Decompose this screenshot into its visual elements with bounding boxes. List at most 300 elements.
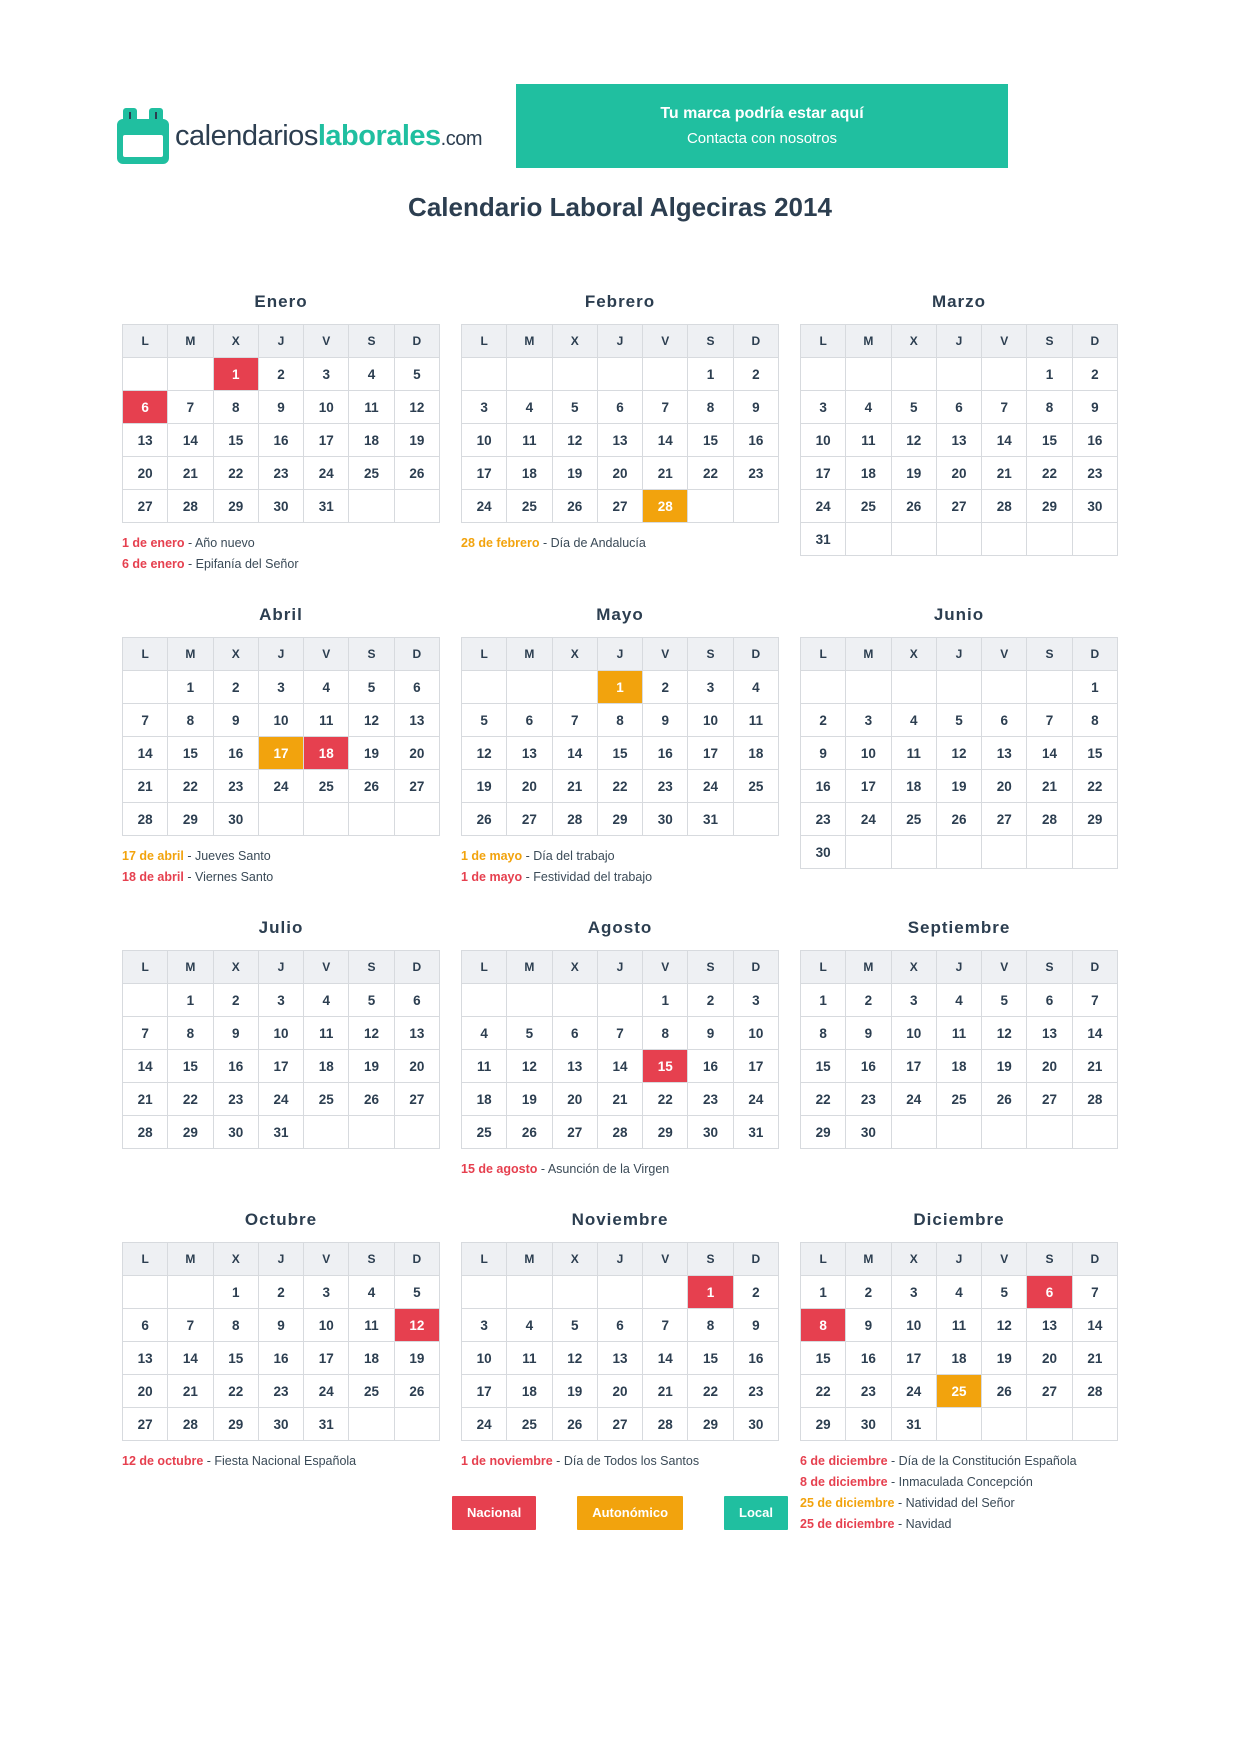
day-cell: 14 bbox=[168, 424, 213, 457]
day-cell: 13 bbox=[507, 737, 552, 770]
weekday-header: L bbox=[123, 951, 168, 984]
day-cell: 12 bbox=[982, 1309, 1027, 1342]
day-cell: 30 bbox=[846, 1408, 891, 1441]
day-cell: 21 bbox=[123, 770, 168, 803]
weekday-header: J bbox=[936, 638, 981, 671]
day-cell: 4 bbox=[733, 671, 778, 704]
day-cell: 5 bbox=[349, 984, 394, 1017]
day-cell: 17 bbox=[846, 770, 891, 803]
note-separator: - bbox=[894, 1496, 906, 1510]
day-cell: 15 bbox=[801, 1342, 846, 1375]
day-cell: 31 bbox=[688, 803, 733, 836]
day-cell bbox=[1072, 836, 1117, 869]
day-cell: 15 bbox=[1027, 424, 1072, 457]
month-julio bbox=[122, 916, 440, 1149]
day-cell: 29 bbox=[597, 803, 642, 836]
day-cell: 18 bbox=[304, 737, 349, 770]
site-logo[interactable] bbox=[117, 108, 482, 164]
day-cell: 10 bbox=[462, 424, 507, 457]
day-cell: 5 bbox=[394, 358, 439, 391]
day-cell: 7 bbox=[1072, 984, 1117, 1017]
day-cell: 21 bbox=[552, 770, 597, 803]
day-cell: 23 bbox=[688, 1083, 733, 1116]
day-cell: 26 bbox=[982, 1375, 1027, 1408]
day-cell: 21 bbox=[643, 1375, 688, 1408]
weekday-header: X bbox=[552, 951, 597, 984]
day-cell: 2 bbox=[643, 671, 688, 704]
day-cell: 1 bbox=[168, 984, 213, 1017]
day-cell bbox=[462, 984, 507, 1017]
day-cell: 24 bbox=[846, 803, 891, 836]
day-cell: 7 bbox=[168, 391, 213, 424]
day-cell: 27 bbox=[394, 1083, 439, 1116]
month-title: Marzo bbox=[931, 292, 987, 311]
holiday-note bbox=[122, 846, 440, 867]
holiday-note-date: 8 de diciembre bbox=[800, 1475, 888, 1489]
day-cell: 12 bbox=[891, 424, 936, 457]
holiday-note-text: Día de Andalucía bbox=[550, 536, 646, 550]
day-cell: 21 bbox=[123, 1083, 168, 1116]
day-cell bbox=[168, 1276, 213, 1309]
weekday-header: D bbox=[1072, 951, 1117, 984]
day-cell: 29 bbox=[801, 1116, 846, 1149]
day-cell: 22 bbox=[597, 770, 642, 803]
day-cell: 3 bbox=[258, 671, 303, 704]
month-title: Noviembre bbox=[571, 1210, 669, 1229]
day-cell: 5 bbox=[462, 704, 507, 737]
day-cell: 14 bbox=[1072, 1309, 1117, 1342]
weekday-header: L bbox=[123, 1243, 168, 1276]
holiday-note-date: 1 de enero bbox=[122, 536, 185, 550]
day-cell: 27 bbox=[597, 1408, 642, 1441]
day-cell bbox=[168, 358, 213, 391]
day-cell: 16 bbox=[846, 1050, 891, 1083]
day-cell: 7 bbox=[1027, 704, 1072, 737]
day-cell: 1 bbox=[1027, 358, 1072, 391]
ad-banner[interactable] bbox=[516, 84, 1008, 168]
day-cell bbox=[123, 984, 168, 1017]
day-cell: 3 bbox=[258, 984, 303, 1017]
day-cell: 8 bbox=[213, 1309, 258, 1342]
day-cell: 20 bbox=[1027, 1342, 1072, 1375]
day-cell: 16 bbox=[213, 1050, 258, 1083]
day-cell: 27 bbox=[507, 803, 552, 836]
holiday-note-text: Navidad bbox=[905, 1517, 952, 1531]
day-cell: 26 bbox=[936, 803, 981, 836]
day-cell: 12 bbox=[394, 391, 439, 424]
day-cell: 4 bbox=[936, 1276, 981, 1309]
day-cell: 18 bbox=[936, 1342, 981, 1375]
day-cell: 29 bbox=[168, 1116, 213, 1149]
day-cell: 19 bbox=[936, 770, 981, 803]
day-cell bbox=[349, 1116, 394, 1149]
day-cell: 1 bbox=[597, 671, 642, 704]
day-cell: 25 bbox=[349, 457, 394, 490]
day-cell: 20 bbox=[123, 1375, 168, 1408]
day-cell: 26 bbox=[891, 490, 936, 523]
weekday-header: D bbox=[1072, 1243, 1117, 1276]
logo-text bbox=[175, 120, 482, 153]
day-cell: 10 bbox=[891, 1017, 936, 1050]
day-cell: 6 bbox=[507, 704, 552, 737]
weekday-header: L bbox=[801, 325, 846, 358]
month-junio bbox=[800, 603, 1118, 869]
day-cell: 20 bbox=[123, 457, 168, 490]
day-cell: 25 bbox=[936, 1083, 981, 1116]
holiday-note-text: Día de Todos los Santos bbox=[563, 1454, 700, 1468]
day-cell bbox=[507, 671, 552, 704]
day-cell: 3 bbox=[304, 358, 349, 391]
day-cell: 9 bbox=[258, 391, 303, 424]
day-cell: 2 bbox=[846, 1276, 891, 1309]
holiday-note-date: 6 de diciembre bbox=[800, 1454, 888, 1468]
day-cell: 19 bbox=[552, 457, 597, 490]
day-cell: 13 bbox=[1027, 1017, 1072, 1050]
weekday-header: L bbox=[801, 1243, 846, 1276]
day-cell: 15 bbox=[213, 1342, 258, 1375]
day-cell: 12 bbox=[507, 1050, 552, 1083]
weekday-header: L bbox=[801, 638, 846, 671]
holiday-note-text: Fiesta Nacional Española bbox=[214, 1454, 357, 1468]
month-agosto bbox=[461, 916, 779, 1180]
day-cell: 17 bbox=[258, 737, 303, 770]
day-cell: 2 bbox=[846, 984, 891, 1017]
day-cell: 5 bbox=[982, 1276, 1027, 1309]
month-octubre bbox=[122, 1208, 440, 1472]
day-cell: 9 bbox=[1072, 391, 1117, 424]
day-cell: 17 bbox=[462, 1375, 507, 1408]
day-cell: 15 bbox=[801, 1050, 846, 1083]
weekday-header: X bbox=[213, 1243, 258, 1276]
day-cell: 16 bbox=[258, 1342, 303, 1375]
day-cell: 29 bbox=[1072, 803, 1117, 836]
day-cell: 12 bbox=[349, 704, 394, 737]
day-cell: 11 bbox=[936, 1017, 981, 1050]
day-cell: 22 bbox=[168, 1083, 213, 1116]
day-cell: 27 bbox=[123, 1408, 168, 1441]
weekday-header: S bbox=[1027, 1243, 1072, 1276]
holiday-note bbox=[800, 1451, 1118, 1472]
weekday-header: M bbox=[846, 638, 891, 671]
holiday-note bbox=[461, 1451, 779, 1472]
day-cell: 11 bbox=[846, 424, 891, 457]
day-cell: 1 bbox=[168, 671, 213, 704]
day-cell: 15 bbox=[168, 1050, 213, 1083]
day-cell: 2 bbox=[801, 704, 846, 737]
day-cell: 21 bbox=[643, 457, 688, 490]
day-cell: 3 bbox=[688, 671, 733, 704]
day-cell: 25 bbox=[891, 803, 936, 836]
day-cell: 18 bbox=[462, 1083, 507, 1116]
day-cell bbox=[982, 1408, 1027, 1441]
day-cell: 20 bbox=[597, 457, 642, 490]
weekday-header: M bbox=[846, 1243, 891, 1276]
legend-local-button[interactable]: Local bbox=[724, 1496, 788, 1530]
day-cell bbox=[349, 1408, 394, 1441]
weekday-header: V bbox=[982, 1243, 1027, 1276]
day-cell: 29 bbox=[643, 1116, 688, 1149]
day-cell: 30 bbox=[258, 490, 303, 523]
day-cell: 2 bbox=[733, 358, 778, 391]
month-abril bbox=[122, 603, 440, 888]
holiday-note bbox=[461, 1159, 779, 1180]
day-cell bbox=[462, 358, 507, 391]
day-cell: 27 bbox=[936, 490, 981, 523]
day-cell: 10 bbox=[733, 1017, 778, 1050]
holiday-note bbox=[461, 533, 779, 554]
day-cell: 6 bbox=[123, 1309, 168, 1342]
day-cell: 28 bbox=[1027, 803, 1072, 836]
weekday-header: S bbox=[1027, 951, 1072, 984]
month-table-septiembre bbox=[800, 950, 1118, 1149]
day-cell: 15 bbox=[213, 424, 258, 457]
day-cell bbox=[1027, 523, 1072, 556]
note-separator: - bbox=[203, 1454, 215, 1468]
day-cell: 3 bbox=[801, 391, 846, 424]
month-table-noviembre bbox=[461, 1242, 779, 1441]
day-cell: 4 bbox=[936, 984, 981, 1017]
day-cell: 14 bbox=[168, 1342, 213, 1375]
weekday-header: D bbox=[394, 1243, 439, 1276]
contact-link[interactable]: Contacta con nosotros bbox=[686, 130, 838, 147]
month-title: Junio bbox=[933, 605, 985, 624]
day-cell: 14 bbox=[1072, 1017, 1117, 1050]
legend bbox=[0, 1496, 1240, 1530]
holiday-note-text: Año nuevo bbox=[194, 536, 255, 550]
day-cell: 14 bbox=[552, 737, 597, 770]
day-cell: 13 bbox=[597, 1342, 642, 1375]
day-cell: 31 bbox=[801, 523, 846, 556]
day-cell: 3 bbox=[733, 984, 778, 1017]
weekday-header: V bbox=[304, 638, 349, 671]
day-cell: 7 bbox=[643, 391, 688, 424]
day-cell: 18 bbox=[733, 737, 778, 770]
day-cell bbox=[936, 1116, 981, 1149]
weekday-header: M bbox=[507, 325, 552, 358]
day-cell: 8 bbox=[643, 1017, 688, 1050]
day-cell: 18 bbox=[349, 424, 394, 457]
day-cell: 7 bbox=[982, 391, 1027, 424]
weekday-header: M bbox=[846, 951, 891, 984]
day-cell: 9 bbox=[846, 1309, 891, 1342]
month-title: Mayo bbox=[596, 605, 644, 624]
weekday-header: S bbox=[1027, 325, 1072, 358]
day-cell: 17 bbox=[891, 1342, 936, 1375]
day-cell: 18 bbox=[936, 1050, 981, 1083]
day-cell bbox=[936, 523, 981, 556]
holiday-note-date: 25 de diciembre bbox=[800, 1517, 895, 1531]
day-cell: 7 bbox=[597, 1017, 642, 1050]
weekday-header: M bbox=[507, 951, 552, 984]
day-cell bbox=[552, 984, 597, 1017]
day-cell: 30 bbox=[801, 836, 846, 869]
calendar-logo-icon bbox=[117, 108, 169, 164]
day-cell bbox=[597, 1276, 642, 1309]
day-cell: 6 bbox=[982, 704, 1027, 737]
day-cell: 5 bbox=[394, 1276, 439, 1309]
day-cell bbox=[1072, 1408, 1117, 1441]
day-cell: 19 bbox=[507, 1083, 552, 1116]
note-separator: - bbox=[522, 849, 534, 863]
month-title: Julio bbox=[258, 918, 304, 937]
day-cell: 23 bbox=[643, 770, 688, 803]
holiday-note bbox=[800, 1472, 1118, 1493]
day-cell: 3 bbox=[846, 704, 891, 737]
day-cell bbox=[982, 1116, 1027, 1149]
day-cell: 16 bbox=[846, 1342, 891, 1375]
day-cell: 28 bbox=[123, 1116, 168, 1149]
day-cell: 25 bbox=[507, 490, 552, 523]
holiday-note bbox=[122, 1451, 440, 1472]
day-cell bbox=[1027, 1408, 1072, 1441]
day-cell: 1 bbox=[801, 984, 846, 1017]
month-table-abril bbox=[122, 637, 440, 836]
day-cell: 28 bbox=[123, 803, 168, 836]
month-marzo bbox=[800, 290, 1118, 556]
holiday-note-text: Epifanía del Señor bbox=[195, 557, 299, 571]
day-cell: 24 bbox=[733, 1083, 778, 1116]
note-separator: - bbox=[887, 1454, 899, 1468]
holiday-notes bbox=[461, 1159, 779, 1180]
day-cell: 18 bbox=[891, 770, 936, 803]
month-table-febrero bbox=[461, 324, 779, 523]
weekday-header: X bbox=[213, 638, 258, 671]
day-cell: 10 bbox=[688, 704, 733, 737]
month-title: Enero bbox=[254, 292, 308, 311]
day-cell: 8 bbox=[168, 1017, 213, 1050]
day-cell: 21 bbox=[1072, 1050, 1117, 1083]
day-cell bbox=[891, 358, 936, 391]
weekday-header: V bbox=[643, 1243, 688, 1276]
day-cell: 2 bbox=[213, 984, 258, 1017]
day-cell: 15 bbox=[597, 737, 642, 770]
day-cell: 26 bbox=[349, 770, 394, 803]
day-cell: 1 bbox=[688, 358, 733, 391]
day-cell: 7 bbox=[1072, 1276, 1117, 1309]
day-cell: 2 bbox=[213, 671, 258, 704]
weekday-header: L bbox=[462, 1243, 507, 1276]
day-cell: 23 bbox=[733, 1375, 778, 1408]
day-cell: 14 bbox=[643, 424, 688, 457]
holiday-note-date: 6 de enero bbox=[122, 557, 185, 571]
day-cell: 6 bbox=[123, 391, 168, 424]
day-cell: 10 bbox=[304, 1309, 349, 1342]
day-cell: 25 bbox=[846, 490, 891, 523]
day-cell: 8 bbox=[1027, 391, 1072, 424]
weekday-header: D bbox=[733, 325, 778, 358]
day-cell: 5 bbox=[552, 1309, 597, 1342]
day-cell: 26 bbox=[552, 490, 597, 523]
day-cell: 11 bbox=[733, 704, 778, 737]
weekday-header: J bbox=[936, 325, 981, 358]
day-cell: 30 bbox=[213, 803, 258, 836]
day-cell bbox=[258, 803, 303, 836]
holiday-note-text: Día de la Constitución Española bbox=[898, 1454, 1077, 1468]
day-cell: 21 bbox=[1027, 770, 1072, 803]
day-cell bbox=[936, 671, 981, 704]
day-cell: 28 bbox=[643, 1408, 688, 1441]
day-cell: 24 bbox=[304, 1375, 349, 1408]
day-cell: 6 bbox=[552, 1017, 597, 1050]
weekday-header: D bbox=[1072, 638, 1117, 671]
day-cell: 9 bbox=[643, 704, 688, 737]
day-cell bbox=[982, 358, 1027, 391]
day-cell: 17 bbox=[891, 1050, 936, 1083]
weekday-header: S bbox=[688, 325, 733, 358]
legend-autonomic-button[interactable]: Autonómico bbox=[577, 1496, 683, 1530]
day-cell: 8 bbox=[801, 1017, 846, 1050]
weekday-header: X bbox=[213, 325, 258, 358]
weekday-header: S bbox=[688, 638, 733, 671]
weekday-header: D bbox=[394, 325, 439, 358]
day-cell bbox=[846, 836, 891, 869]
weekday-header: S bbox=[1027, 638, 1072, 671]
day-cell: 19 bbox=[462, 770, 507, 803]
holiday-note-date: 15 de agosto bbox=[461, 1162, 538, 1176]
day-cell: 23 bbox=[258, 457, 303, 490]
day-cell: 7 bbox=[643, 1309, 688, 1342]
legend-national-button[interactable]: Nacional bbox=[452, 1496, 536, 1530]
note-separator: - bbox=[184, 557, 196, 571]
day-cell: 17 bbox=[462, 457, 507, 490]
weekday-header: S bbox=[349, 325, 394, 358]
day-cell: 29 bbox=[1027, 490, 1072, 523]
note-separator: - bbox=[522, 870, 534, 884]
day-cell: 30 bbox=[733, 1408, 778, 1441]
day-cell: 20 bbox=[597, 1375, 642, 1408]
day-cell: 23 bbox=[213, 1083, 258, 1116]
day-cell bbox=[552, 358, 597, 391]
day-cell: 8 bbox=[168, 704, 213, 737]
day-cell bbox=[936, 836, 981, 869]
holiday-note-date: 1 de mayo bbox=[461, 870, 523, 884]
day-cell: 5 bbox=[349, 671, 394, 704]
day-cell: 19 bbox=[349, 737, 394, 770]
day-cell: 2 bbox=[688, 984, 733, 1017]
day-cell: 15 bbox=[1072, 737, 1117, 770]
day-cell: 24 bbox=[891, 1375, 936, 1408]
month-table-diciembre bbox=[800, 1242, 1118, 1441]
holiday-note-date: 1 de noviembre bbox=[461, 1454, 553, 1468]
day-cell: 2 bbox=[258, 358, 303, 391]
month-title: Septiembre bbox=[907, 918, 1011, 937]
day-cell: 26 bbox=[982, 1083, 1027, 1116]
day-cell: 4 bbox=[349, 1276, 394, 1309]
day-cell: 17 bbox=[688, 737, 733, 770]
day-cell: 12 bbox=[462, 737, 507, 770]
holiday-note-text: Jueves Santo bbox=[194, 849, 271, 863]
month-table-enero bbox=[122, 324, 440, 523]
day-cell: 11 bbox=[891, 737, 936, 770]
holiday-note-date: 18 de abril bbox=[122, 870, 184, 884]
weekday-header: D bbox=[733, 951, 778, 984]
holiday-note-text: Viernes Santo bbox=[194, 870, 274, 884]
weekday-header: M bbox=[168, 638, 213, 671]
day-cell bbox=[394, 803, 439, 836]
day-cell: 11 bbox=[507, 424, 552, 457]
weekday-header: L bbox=[462, 638, 507, 671]
day-cell: 8 bbox=[213, 391, 258, 424]
day-cell: 12 bbox=[394, 1309, 439, 1342]
day-cell: 26 bbox=[394, 457, 439, 490]
day-cell: 17 bbox=[304, 424, 349, 457]
day-cell: 12 bbox=[982, 1017, 1027, 1050]
weekday-header: L bbox=[462, 951, 507, 984]
day-cell: 21 bbox=[982, 457, 1027, 490]
month-title: Octubre bbox=[244, 1210, 318, 1229]
day-cell: 29 bbox=[801, 1408, 846, 1441]
day-cell: 3 bbox=[891, 984, 936, 1017]
